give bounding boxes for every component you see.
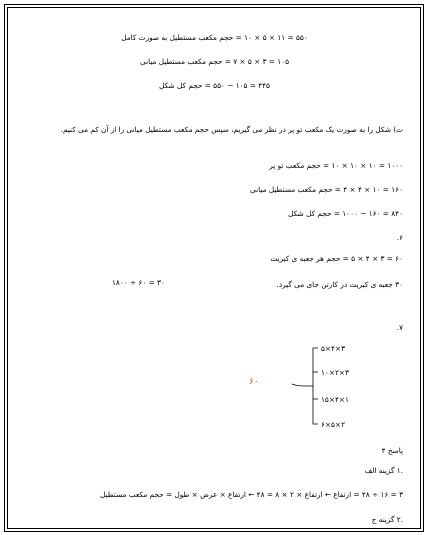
- question-7-number: .۷: [396, 323, 403, 332]
- part-a-line-3: ۴۴۵ = ۱۰۵ − ۵۵۰ = حجم کل شکل: [159, 81, 270, 90]
- part-b-line-2: ۱۶۰ = ۱۰ × ۴ × ۴ = حجم مکعب مستطیل میانی: [250, 185, 403, 194]
- question-7-option-4: ۶×۵×۲: [321, 420, 345, 429]
- question-7-center-value: ۶۰: [249, 377, 259, 387]
- answer-4-item-1-text: ۳ = ۱۶ ÷ ۴۸ = ارتفاع ← ارتفاع × ۲ × ۸ = ۴۸ ← ارتفاع × عرض × طول = حجم مکعب مستطیل: [100, 490, 403, 499]
- part-a-line-2: ۱۰۵ = ۳ × ۵ × ۷ = حجم مکعب مستطیل میانی: [139, 57, 290, 66]
- question-7-option-1: ۵×۴×۳: [321, 344, 345, 353]
- question-6-line-1: ۶۰ = ۳ × ۴ × ۵ = حجم هر جعبه ی کبریت: [270, 254, 403, 263]
- question-7-option-3: ۱۵×۴×۱: [321, 395, 349, 404]
- question-6-line-2: ۳۰ جعبه ی کبریت در کارتن جای می گیرد.: [276, 280, 403, 289]
- part-b-line-3: ۸۴۰ = ۱۶۰ − ۱۰۰۰ = حجم کل شکل: [288, 209, 403, 218]
- answer-4-title: پاسخ ۴: [381, 446, 403, 455]
- part-b-intro: ت) شکل را به صورت یک مکعب تو پر در نظر می گیریم، سپس حجم مکعب مستطیل میانی را از آن کم می کنیم.: [60, 125, 403, 134]
- part-b-line-1: ۱۰۰۰ = ۱۰ × ۱۰ × ۱۰ = حجم مکعب تو پر: [269, 161, 403, 170]
- question-6-calc: ۱۸۰۰ ÷ ۶۰ = ۳۰: [112, 278, 165, 287]
- answer-4-item-1-label: .۱ گزینه الف: [364, 466, 403, 475]
- question-7-option-2: ۱۰×۲×۳: [321, 368, 349, 377]
- answer-4-item-2-label: .۲ گزینه ج: [371, 515, 403, 524]
- question-6-number: .۶: [396, 233, 403, 242]
- part-a-line-1: ۵۵۰ = ۱۱ × ۵ × ۱۰ = حجم مکعب مستطیل به صورت کامل: [121, 33, 308, 42]
